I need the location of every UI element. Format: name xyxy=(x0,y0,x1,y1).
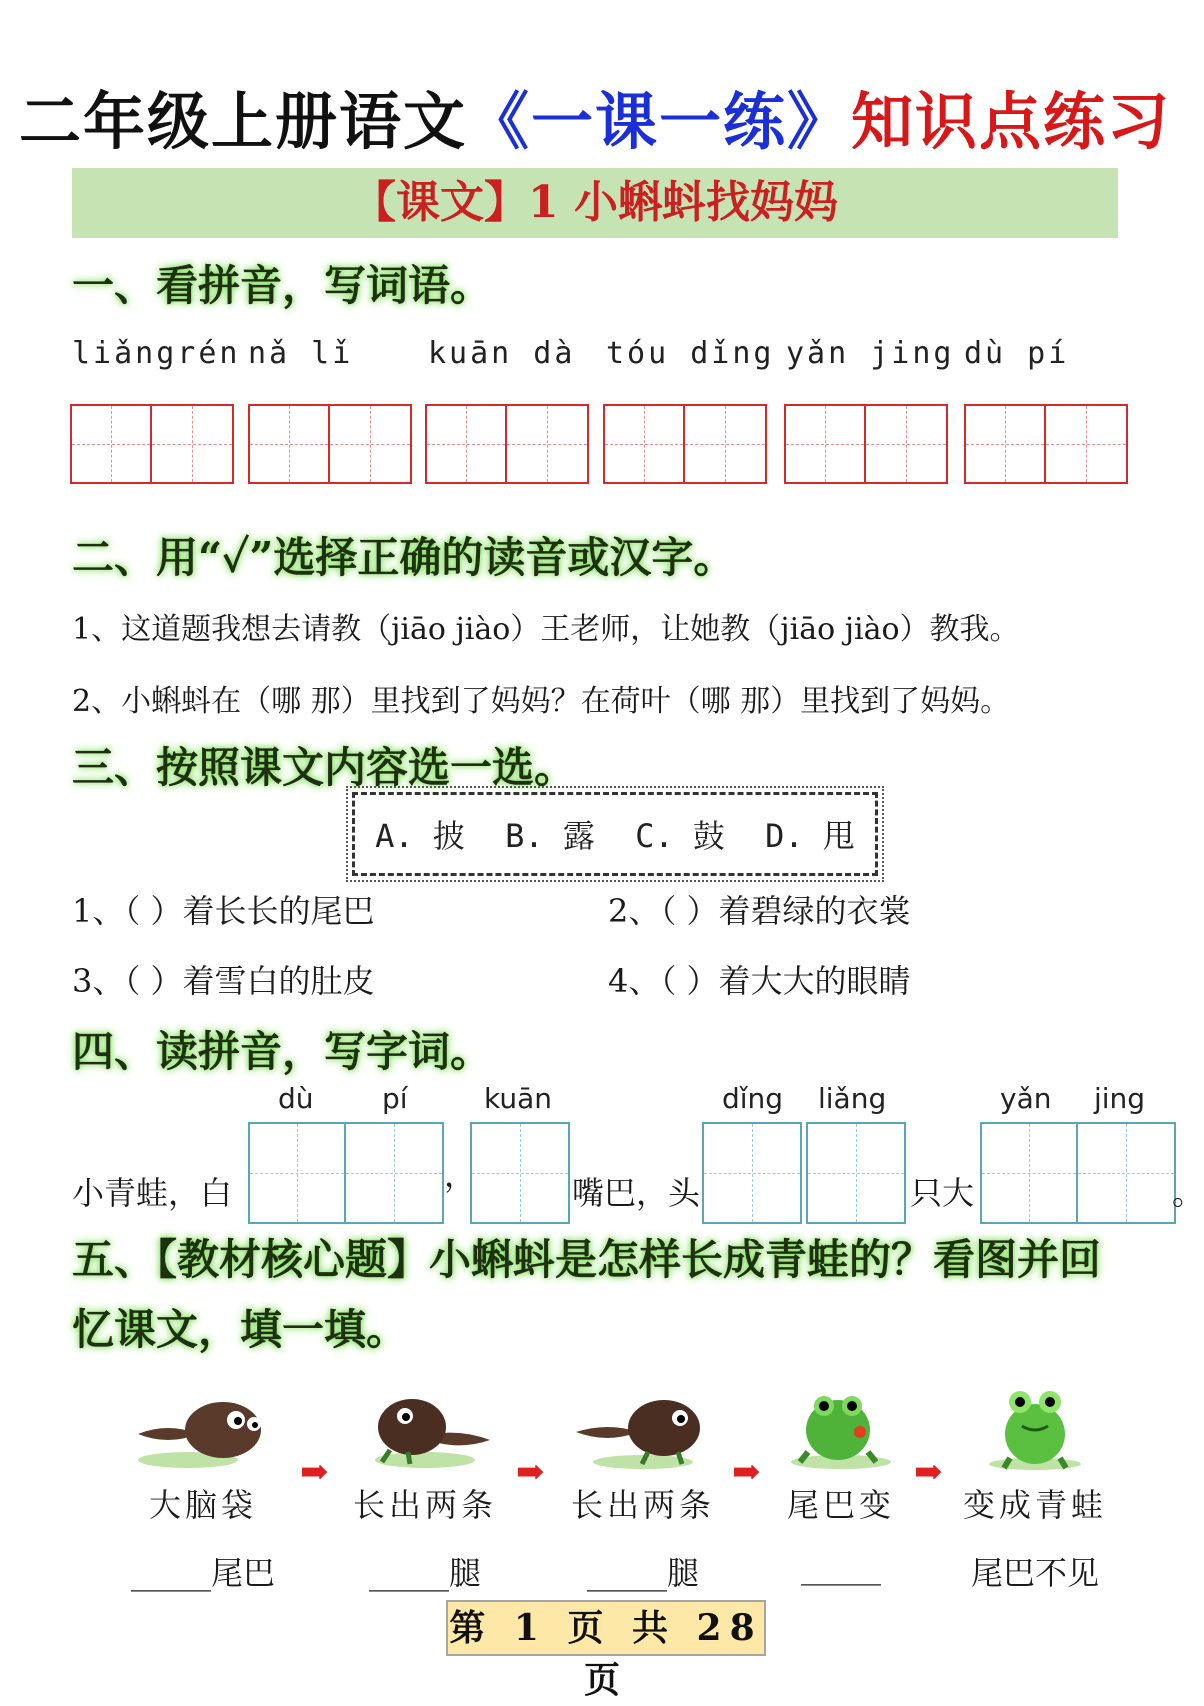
arrow-right-icon: ➡ xyxy=(732,1452,761,1492)
option-b: B. 露 xyxy=(505,817,595,855)
s4-text-3: 只大 xyxy=(910,1174,975,1212)
fill-item-3-num: 3、（ ） xyxy=(72,962,183,1000)
fill-item-1[interactable] xyxy=(72,886,375,932)
s4-pinyin-5: liǎng xyxy=(818,1082,887,1115)
fill-item-4-num: 4、（ ） xyxy=(608,962,719,1000)
title-part3: 知识点练习 xyxy=(851,85,1172,158)
s4-grid-dupi[interactable] xyxy=(248,1122,444,1224)
section2-heading: 二、用“✓”选择正确的读音或汉字。 xyxy=(72,533,736,582)
s4-pinyin-4: dǐng xyxy=(722,1082,784,1115)
pinyin-6: dù pí xyxy=(964,336,1070,371)
section5-heading-1: 五、【教材核心题】小蝌蚪是怎样长成青蛙的？看图并回 xyxy=(72,1235,1102,1284)
stage-3 xyxy=(558,1382,728,1594)
stage-3-blank[interactable]: _____腿 xyxy=(586,1554,699,1592)
stage-2-label: 长出两条 xyxy=(352,1486,497,1524)
tadpole-four-legs-icon xyxy=(568,1382,718,1472)
writing-grid-3[interactable] xyxy=(425,404,589,484)
s4-text-2: 嘴巴，头 xyxy=(572,1174,701,1212)
arrow-right-icon: ➡ xyxy=(516,1452,545,1492)
pinyin-1: liǎngrén xyxy=(72,336,241,371)
section4-heading: 四、读拼音，写字词。 xyxy=(72,1027,493,1076)
tadpole-icon xyxy=(128,1382,278,1472)
stage-4 xyxy=(756,1382,926,1586)
section1-heading: 一、看拼音，写词语。 xyxy=(72,261,493,310)
arrow-right-icon: ➡ xyxy=(914,1452,943,1492)
stage-4-blank[interactable]: _____ xyxy=(801,1548,881,1586)
s4-end-mark: 。 xyxy=(1172,1174,1204,1212)
fill-item-3-text: 着雪白的肚皮 xyxy=(182,962,375,1000)
stage-4-label: 尾巴变 xyxy=(786,1486,895,1524)
stage-3-label: 长出两条 xyxy=(570,1486,715,1524)
froglet-icon xyxy=(776,1382,906,1472)
stage-5-label: 变成青蛙 xyxy=(962,1486,1107,1524)
question-2-2: 2、小蝌蚪在（哪 那）里找到了妈妈？在荷叶（哪 那）里找到了妈妈。 xyxy=(72,684,1011,719)
s4-comma: ， xyxy=(444,1156,477,1194)
writing-grid-5[interactable] xyxy=(784,404,948,484)
options-box xyxy=(352,792,878,876)
s4-pinyin-1: dù xyxy=(278,1082,314,1115)
fill-item-4-text: 着大大的眼睛 xyxy=(718,962,911,1000)
fill-item-2[interactable] xyxy=(608,886,911,932)
option-d: D. 甩 xyxy=(765,817,855,855)
pinyin-4: tóu dǐng xyxy=(606,336,775,371)
arrow-right-icon: ➡ xyxy=(300,1452,329,1492)
pinyin-3: kuān dà xyxy=(428,336,576,371)
s4-grid-liang[interactable] xyxy=(806,1122,906,1224)
stage-1 xyxy=(118,1382,288,1594)
fill-item-1-text: 着长长的尾巴 xyxy=(182,892,375,930)
s4-grid-ding[interactable] xyxy=(702,1122,802,1224)
stage-2-blank[interactable]: _____腿 xyxy=(368,1554,481,1592)
writing-grid-1[interactable] xyxy=(70,404,234,484)
tadpole-back-legs-icon xyxy=(350,1382,500,1472)
s4-grid-kuan[interactable] xyxy=(470,1122,570,1224)
fill-item-2-text: 着碧绿的衣裳 xyxy=(718,892,911,930)
fill-item-1-num: 1、（ ） xyxy=(72,892,183,930)
fill-item-2-num: 2、（ ） xyxy=(608,892,719,930)
frog-icon xyxy=(970,1382,1100,1472)
s4-pinyin-7: jing xyxy=(1094,1082,1146,1115)
s4-pinyin-2: pí xyxy=(382,1082,408,1115)
writing-grid-4[interactable] xyxy=(603,404,767,484)
s4-grid-yanjing[interactable] xyxy=(980,1122,1176,1224)
question-2-1: 1、这道题我想去请教（jiāo jiào）王老师，让她教（jiāo jiào）教我。 xyxy=(72,612,1020,647)
writing-grid-6[interactable] xyxy=(964,404,1128,484)
s4-pinyin-6: yǎn xyxy=(1000,1082,1052,1115)
option-c: C. 鼓 xyxy=(635,817,725,855)
title-part1: 二年级上册语文 xyxy=(18,85,467,158)
s4-text-1: 小青蛙，白 xyxy=(72,1174,233,1212)
section3-heading: 三、按照课文内容选一选。 xyxy=(72,743,577,792)
pinyin-5: yǎn jing xyxy=(786,336,955,371)
stage-2 xyxy=(340,1382,510,1594)
fill-item-4[interactable] xyxy=(608,956,911,1002)
s4-pinyin-3: kuān xyxy=(484,1082,553,1115)
pinyin-2: nǎ lǐ xyxy=(248,336,354,371)
writing-grid-2[interactable] xyxy=(248,404,412,484)
title-part2: 《一课一练》 xyxy=(466,85,851,158)
stage-5-blank: 尾巴不见 xyxy=(970,1554,1099,1592)
page-number: 第 1 页 共 28 页 xyxy=(446,1600,766,1656)
stage-1-blank[interactable]: _____尾巴 xyxy=(130,1554,275,1592)
option-a: A. 披 xyxy=(375,817,465,855)
stage-1-label: 大脑袋 xyxy=(148,1486,257,1524)
lesson-banner: 【课文】1 小蝌蚪找妈妈 xyxy=(72,168,1118,238)
section5-heading-2: 忆课文，填一填。 xyxy=(72,1305,409,1354)
stage-5 xyxy=(950,1382,1120,1594)
fill-item-3[interactable] xyxy=(72,956,375,1002)
page-title xyxy=(0,82,1190,162)
